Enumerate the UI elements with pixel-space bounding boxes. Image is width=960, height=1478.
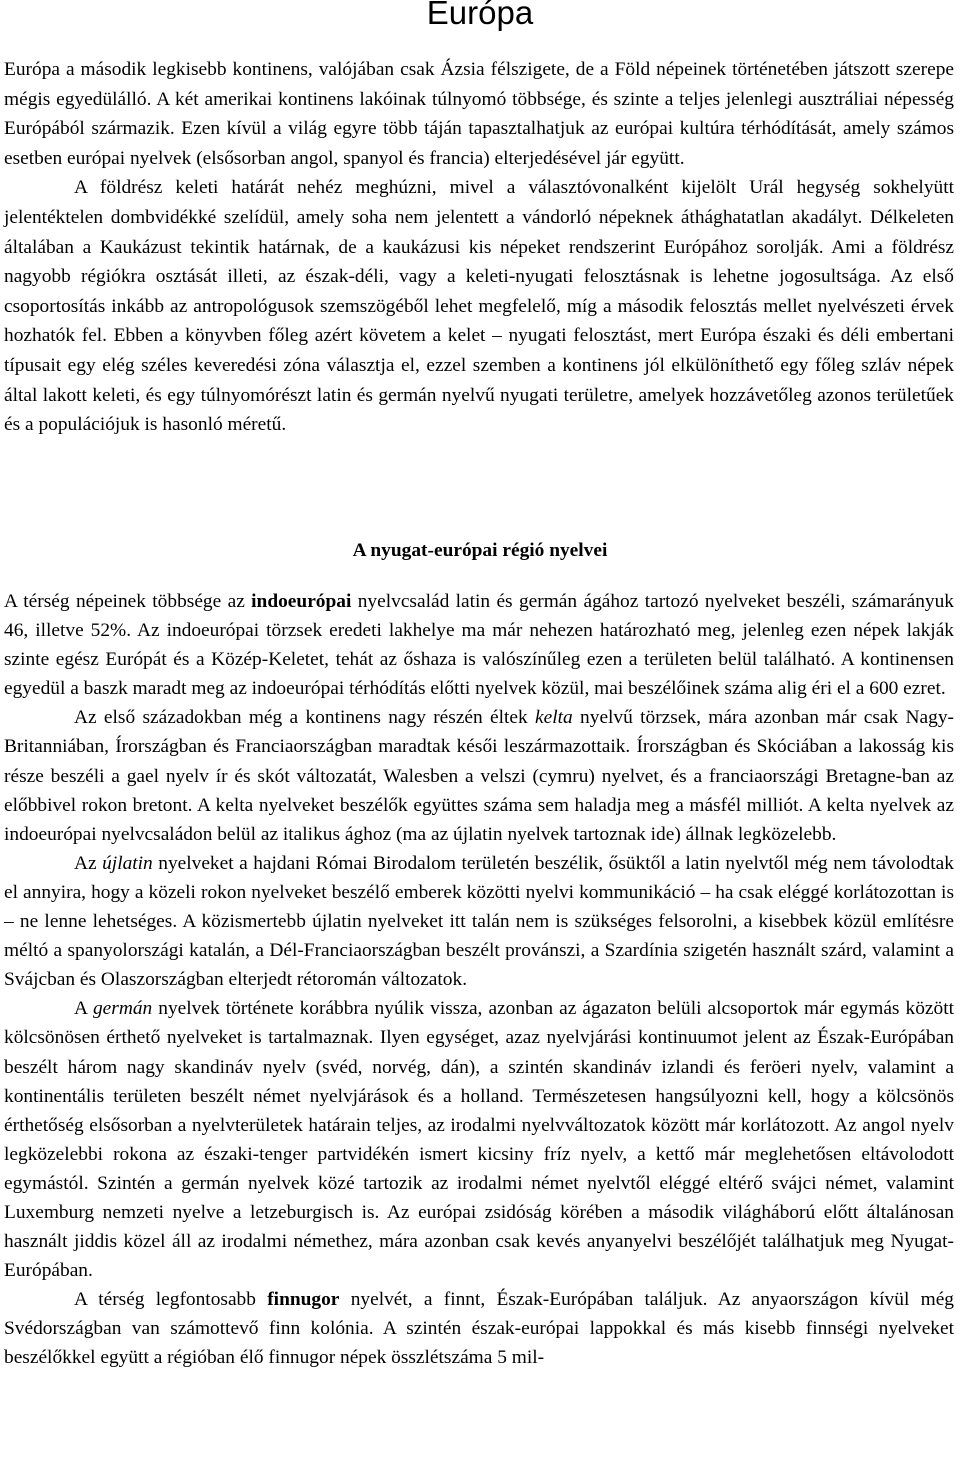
section-body	[4, 587, 954, 1373]
paragraph-text: Az első századokban még a kontinens nagy részén éltek	[74, 707, 536, 729]
paragraph-text: nyelvcsalád latin és germán ágához tartozó nyelveket beszéli, számarányuk 46, illetve 52%. Az indoeurópai törzsek eredeti lakhelye ma már nehezen határozható meg, jelenleg ezen népek lakják szinte egész Európát és a Közép-Keletet, tehát az őshaza is valószínűleg ezen a területen belül található. A kontinensen egyedül a baszk maradt meg az indoeurópai térhódítás előtti nyelvek közül, mai beszélőinek száma alig éri el a 600 ezret.	[4, 591, 954, 700]
intro-paragraph-1: Európa a második legkisebb kontinens, valójában csak Ázsia félszigete, de a Föld népeinek történetében játszott szerepe mégis egyedülálló. A két amerikai kontinens lakóinak túlnyomó többsége, és szinte a teljes jelenlegi ausztráliai népesség Európából származik. Ezen kívül a világ egyre több táján tapasztalhatjuk az európai kultúra térhódítását, amely számos esetben európai nyelvek (elsősorban angol, spanyol és francia) elterjedésével jár együtt.	[4, 59, 954, 169]
paragraph-text: nyelvű törzsek, mára azonban már csak Nagy-Britanniában, Írországban és Franciaországban maradtak késői leszármazottaik. Írországban és Skóciában a lakosság kis része beszéli a gael nyelv ír és skót változatát, Walesben a velszi (cymru) nyelvet, és a franciaországi Bretagne-ban az előbbivel rokon bretont. A kelta nyelveket beszélők együttes száma sem haladja meg a másfél milliót. A kelta nyelvek az indoeurópai nyelvcsaládon belül az italikus ághoz (ma az újlatin nyelvek tartoznak ide) állnak legközelebb.	[4, 707, 954, 845]
section-paragraph-1	[4, 587, 954, 703]
section-paragraph-4	[4, 994, 954, 1285]
term-finnugor: finnugor	[267, 1289, 340, 1311]
section-heading: A nyugat-európai régió nyelvei	[352, 540, 608, 561]
term-ujlatin: újlatin	[102, 852, 153, 874]
page-title: Európa	[426, 0, 534, 31]
paragraph-text: A	[74, 998, 93, 1020]
paragraph-text: A térség legfontosabb	[74, 1289, 268, 1311]
section-paragraph-3	[4, 849, 954, 994]
paragraph-text: nyelvét, a finnt, Észak-Európában találjuk. Az anyaországon kívül még Svédországban van számottevő finn kolónia. A szintén észak-európai lappokkal és más kisebb finnségi nyelveket beszélőkkel együtt a régióban élő finnugor népek összlétszáma 5 mil-	[4, 1289, 954, 1369]
term-indoeuropai: indoeurópai	[251, 591, 352, 612]
paragraph-text: Az	[74, 852, 103, 874]
section-paragraph-5	[4, 1285, 954, 1372]
section-paragraph-2	[4, 703, 954, 848]
intro-paragraph-2: A földrész keleti határát nehéz meghúzni, mivel a választóvonalként kijelölt Urál hegység sokhelyütt jelentéktelen dombvidékké szelídül, amely soha nem jelentett a vándorló népeknek áthághatatlan akadályt. Délkeleten általában a Kaukázust tekintik határnak, de a kaukázusi kis népeket rendszerint Európához sorolják. Ami a földrész nagyobb régiókra osztását illeti, az észak-déli, vagy a keleti-nyugati felosztásnak is lehetne jogosultsága. Az első csoportosítás inkább az antropológusok szemszögéből lehet megfelelő, míg a második felosztás mellet nyelvészeti érvek hozhatók fel. Ebben a könyvben főleg azért követem a kelet – nyugati felosztást, mert Európa északi és déli embertani típusait egy elég széles keveredési zóna választja el, ezzel szemben a kontinens jól elkülöníthető egy főleg szláv népek által lakott keleti, és egy túlnyomórészt latin és germán nyelvű nyugati területre, amelyek hozzávetőleg azonos területűek és a populációjuk is hasonló méretű.	[4, 177, 954, 436]
paragraph-text: nyelveket a hajdani Római Birodalom területén beszélik, ősüktől a latin nyelvtől még nem távolodtak el annyira, hogy a közeli rokon nyelveket beszélő emberek közötti nyelvi kommunikáció – ha csak eléggé korlátozottan is – ne lenne lehetséges. A közismertebb újlatin nyelveket itt talán nem is szükséges felsorolni, a kisebbek közül említésre méltó a spanyolországi katalán, a Dél-Franciaországban beszélt provánszi, a Szardínia szigetén használt szárd, valamint a Svájcban és Olaszországban elterjedt rétoromán változatok.	[4, 852, 954, 991]
intro-section	[4, 55, 954, 440]
term-german: germán	[92, 998, 153, 1020]
paragraph-text: A térség népeinek többsége az	[4, 591, 252, 612]
term-kelta: kelta	[535, 707, 573, 729]
paragraph-text: nyelvek története korábbra nyúlik vissza, azonban az ágazaton belüli alcsoportok már egymás között kölcsönösen érthető nyelveket is tartalmaznak. Ilyen egységet, azaz nyelvjárási kontinuumot jelent az Észak-Európában beszélt három nagy skandináv nyelv (svéd, norvég, dán), a szintén skandináv izlandi és feröeri nyelv, valamint a kontinentális területen beszélt német nyelvjárások és a holland. Természetesen hangsúlyozni kell, hogy a kölcsönös érthetőség elsősorban a nyelvterületek határain teljes, az irodalmi nyelvváltozatok között már korlátozott. Az angol nyelv legközelebbi rokona az északi-tenger partvidékén ismert kicsiny fríz nyelv, a kettő már meglehetősen eltávolodott egymástól. Szintén a germán nyelvek közé tartozik az irodalmi német nyelvtől eléggé eltérő svájci német, valamint Luxemburg nemzeti nyelve a letzeburgisch is. Az európai zsidóság körében a második világháború előtt általánosan használt jiddis közel áll az irodalmi némethez, mára azonban csak kevés anyanyelvi beszélőjét találhatjuk meg Nyugat-Európában.	[4, 998, 954, 1282]
